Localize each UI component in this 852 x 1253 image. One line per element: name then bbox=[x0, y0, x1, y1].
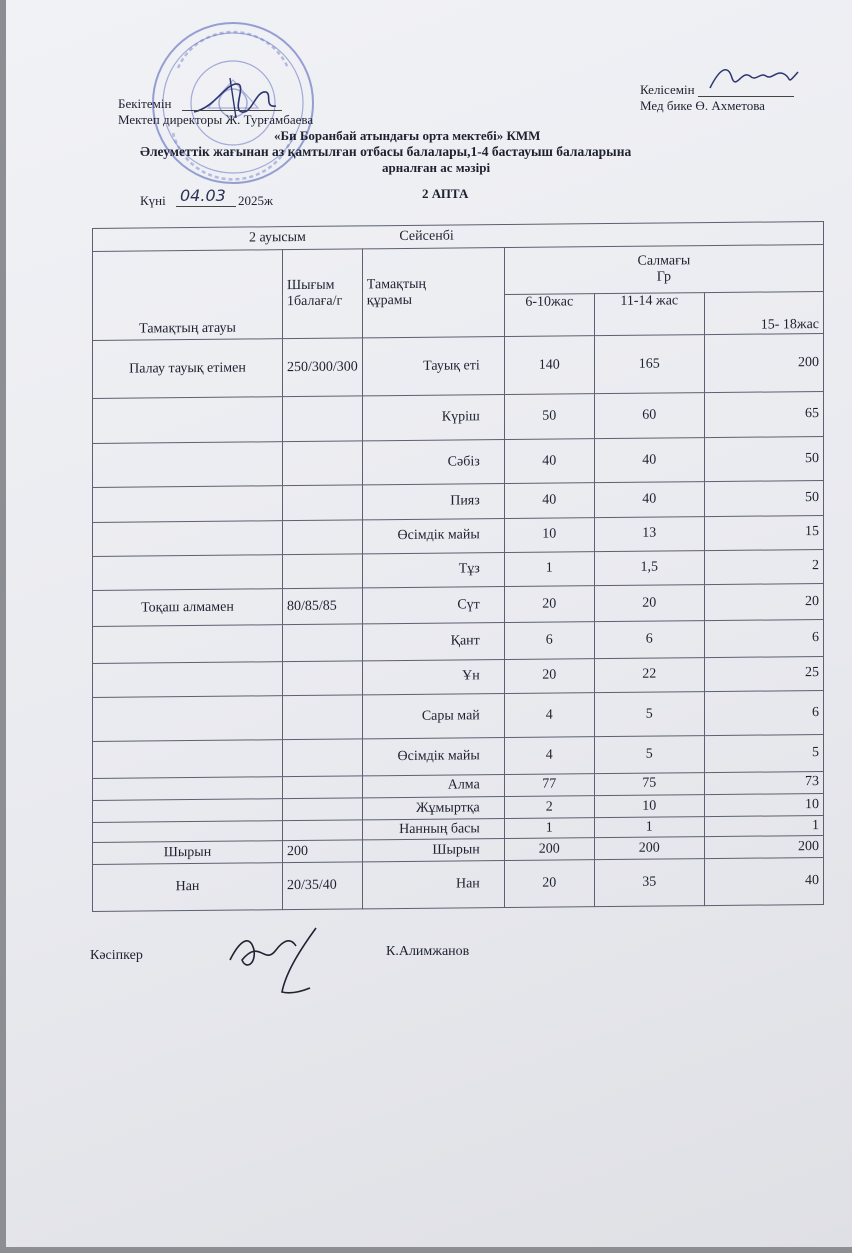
cell-weight-11-14: 165 bbox=[594, 335, 704, 395]
nurse-name: Мед бике Ө. Ахметова bbox=[640, 98, 765, 113]
approve-label: Бекітемін bbox=[118, 96, 172, 111]
cell-weight-6-10: 20 bbox=[504, 586, 594, 623]
col-header-composition bbox=[362, 248, 504, 338]
cell-composition: Тауық еті bbox=[362, 337, 504, 397]
cell-composition: Өсімдік майы bbox=[362, 518, 504, 554]
cell-dish-name bbox=[93, 486, 283, 522]
cell-weight-15-18: 200 bbox=[704, 333, 823, 393]
cell-composition: Сәбіз bbox=[362, 439, 504, 485]
menu-title-line2: арналған ас мәзірі bbox=[382, 160, 491, 175]
col-header-output-line2: 1балаға/г bbox=[287, 293, 343, 310]
cell-composition: Сары май bbox=[362, 694, 504, 740]
cell-weight-6-10: 50 bbox=[504, 394, 594, 439]
cell-weight-6-10: 4 bbox=[504, 737, 594, 774]
agree-signature-line bbox=[698, 96, 794, 97]
cell-weight-11-14: 10 bbox=[594, 795, 704, 818]
date-year: 2025ж bbox=[238, 193, 273, 208]
cell-output bbox=[283, 695, 363, 740]
cell-weight-6-10: 20 bbox=[504, 860, 594, 907]
cell-weight-11-14: 13 bbox=[594, 516, 704, 551]
cell-output bbox=[283, 798, 363, 821]
cell-weight-11-14: 35 bbox=[594, 859, 704, 907]
menu-table-wrapper bbox=[92, 221, 824, 912]
cell-weight-6-10: 6 bbox=[504, 622, 594, 659]
table-row bbox=[93, 436, 824, 487]
cell-dish-name bbox=[93, 554, 283, 590]
cell-weight-15-18: 6 bbox=[704, 620, 823, 657]
cell-output bbox=[283, 739, 363, 776]
cell-weight-15-18: 1 bbox=[704, 816, 823, 837]
cell-output: 250/300/300 bbox=[283, 338, 363, 397]
cell-dish-name bbox=[93, 696, 283, 742]
col-header-composition-line1: Тамақтың bbox=[366, 276, 426, 293]
cell-dish-name bbox=[93, 776, 283, 800]
cell-composition: Нан bbox=[362, 861, 504, 909]
director-name: Мектеп директоры Ж. Турғамбаева bbox=[118, 112, 314, 127]
cell-composition: Жұмыртқа bbox=[362, 796, 504, 820]
cell-dish-name: Шырын bbox=[93, 841, 283, 865]
cell-weight-6-10: 20 bbox=[504, 658, 594, 693]
col-header-output-line1: Шығым bbox=[287, 277, 335, 294]
cell-composition: Алма bbox=[362, 774, 504, 798]
cell-composition: Пияз bbox=[362, 484, 504, 520]
cell-composition: Ұн bbox=[362, 659, 504, 695]
cell-weight-15-18: 50 bbox=[704, 481, 823, 516]
cell-output bbox=[283, 519, 363, 554]
entrepreneur-label: Кәсіпкер bbox=[90, 948, 143, 963]
cell-weight-11-14: 75 bbox=[594, 772, 704, 795]
entrepreneur-signature-icon bbox=[220, 920, 340, 1000]
cell-output bbox=[283, 441, 363, 486]
table-row bbox=[93, 392, 824, 443]
table-header-row bbox=[93, 245, 824, 298]
cell-dish-name bbox=[93, 520, 283, 556]
cell-dish-name bbox=[93, 397, 283, 443]
cell-weight-11-14: 40 bbox=[594, 437, 704, 482]
cell-weight-15-18: 65 bbox=[704, 392, 823, 438]
cell-weight-11-14: 1,5 bbox=[594, 550, 704, 585]
cell-weight-6-10: 77 bbox=[504, 773, 594, 796]
cell-output: 200 bbox=[283, 840, 363, 863]
cell-output: 80/85/85 bbox=[283, 588, 363, 625]
cell-weight-6-10: 40 bbox=[504, 439, 594, 484]
age-group-1: 6-10жас bbox=[504, 293, 594, 336]
col-header-output bbox=[283, 249, 363, 339]
cell-output bbox=[283, 776, 363, 799]
cell-output bbox=[283, 554, 363, 589]
nurse-signature-icon bbox=[706, 60, 806, 95]
cell-dish-name bbox=[93, 740, 283, 778]
menu-table bbox=[92, 221, 824, 912]
cell-composition: Күріш bbox=[362, 395, 504, 441]
table-row bbox=[93, 333, 824, 399]
cell-weight-15-18: 50 bbox=[704, 436, 823, 482]
cell-output bbox=[283, 661, 363, 696]
date-handwritten: 04.03 bbox=[180, 186, 226, 205]
menu-document bbox=[6, 0, 852, 1247]
cell-weight-15-18: 5 bbox=[704, 735, 823, 772]
cell-weight-15-18: 20 bbox=[704, 584, 823, 621]
cell-weight-6-10: 40 bbox=[504, 483, 594, 518]
shift-label: 2 ауысым bbox=[249, 230, 306, 246]
table-row bbox=[93, 691, 824, 742]
cell-weight-15-18: 73 bbox=[704, 771, 823, 794]
cell-dish-name bbox=[93, 625, 283, 663]
cell-weight-6-10: 1 bbox=[504, 551, 594, 586]
cell-composition: Нанның басы bbox=[362, 819, 504, 841]
cell-weight-6-10: 200 bbox=[504, 838, 594, 861]
cell-dish-name bbox=[93, 799, 283, 823]
cell-dish-name: Нан bbox=[93, 863, 283, 911]
day-label: Сейсенбі bbox=[399, 228, 454, 245]
cell-weight-15-18: 200 bbox=[704, 836, 823, 859]
cell-weight-15-18: 15 bbox=[704, 515, 823, 550]
cell-weight-6-10: 1 bbox=[504, 818, 594, 839]
cell-dish-name: Палау тауық етімен bbox=[93, 339, 283, 399]
cell-output bbox=[283, 624, 363, 661]
cell-weight-11-14: 60 bbox=[594, 393, 704, 438]
date-label: Күні bbox=[140, 193, 166, 208]
cell-weight-15-18: 40 bbox=[704, 858, 823, 906]
age-group-2: 11-14 жас bbox=[594, 292, 704, 335]
entrepreneur-name: К.Алимжанов bbox=[386, 944, 470, 959]
cell-weight-11-14: 1 bbox=[594, 817, 704, 838]
cell-weight-15-18: 2 bbox=[704, 549, 823, 584]
cell-weight-11-14: 200 bbox=[594, 837, 704, 860]
cell-weight-6-10: 2 bbox=[504, 796, 594, 819]
cell-composition: Сүт bbox=[362, 587, 504, 625]
cell-dish-name bbox=[93, 442, 283, 488]
cell-weight-15-18: 10 bbox=[704, 793, 823, 816]
cell-dish-name bbox=[93, 821, 283, 843]
col-header-composition-line2: құрамы bbox=[366, 293, 413, 309]
cell-output: 20/35/40 bbox=[283, 862, 363, 909]
cell-weight-15-18: 25 bbox=[704, 656, 823, 691]
col-header-weight-line2: Гр bbox=[656, 269, 671, 285]
menu-title-line1: Әлеуметтік жағынан аз қамтылған отбасы балалары,1-4 бастауыш балаларына bbox=[140, 144, 632, 159]
cell-weight-6-10: 140 bbox=[504, 336, 594, 395]
cell-weight-11-14: 22 bbox=[594, 657, 704, 692]
cell-weight-11-14: 6 bbox=[594, 621, 704, 658]
cell-output bbox=[283, 485, 363, 520]
date-line bbox=[176, 206, 236, 207]
cell-weight-11-14: 40 bbox=[594, 482, 704, 517]
week-label: 2 АПТА bbox=[422, 186, 469, 201]
col-header-weight-line1: Салмағы bbox=[637, 253, 691, 269]
cell-weight-11-14: 20 bbox=[594, 585, 704, 622]
agree-label: Келісемін bbox=[640, 82, 695, 97]
approve-signature-line bbox=[182, 110, 282, 111]
cell-weight-15-18: 6 bbox=[704, 691, 823, 737]
col-header-name: Тамақтың атауы bbox=[93, 250, 283, 341]
school-name: «Би Боранбай атындағы орта мектебі» КММ bbox=[274, 128, 541, 143]
cell-composition: Тұз bbox=[362, 552, 504, 588]
cell-output bbox=[283, 396, 363, 441]
age-group-3: 15- 18жас bbox=[704, 291, 823, 335]
col-header-weight bbox=[504, 245, 823, 294]
cell-composition: Өсімдік майы bbox=[362, 738, 504, 776]
cell-composition: Шырын bbox=[362, 839, 504, 863]
cell-dish-name: Тоқаш алмамен bbox=[93, 589, 283, 627]
cell-output bbox=[283, 820, 363, 841]
cell-dish-name bbox=[93, 661, 283, 697]
cell-weight-6-10: 4 bbox=[504, 693, 594, 738]
cell-weight-6-10: 10 bbox=[504, 517, 594, 552]
cell-weight-11-14: 5 bbox=[594, 692, 704, 737]
table-row bbox=[93, 858, 824, 912]
cell-weight-11-14: 5 bbox=[594, 736, 704, 773]
cell-composition: Қант bbox=[362, 623, 504, 661]
